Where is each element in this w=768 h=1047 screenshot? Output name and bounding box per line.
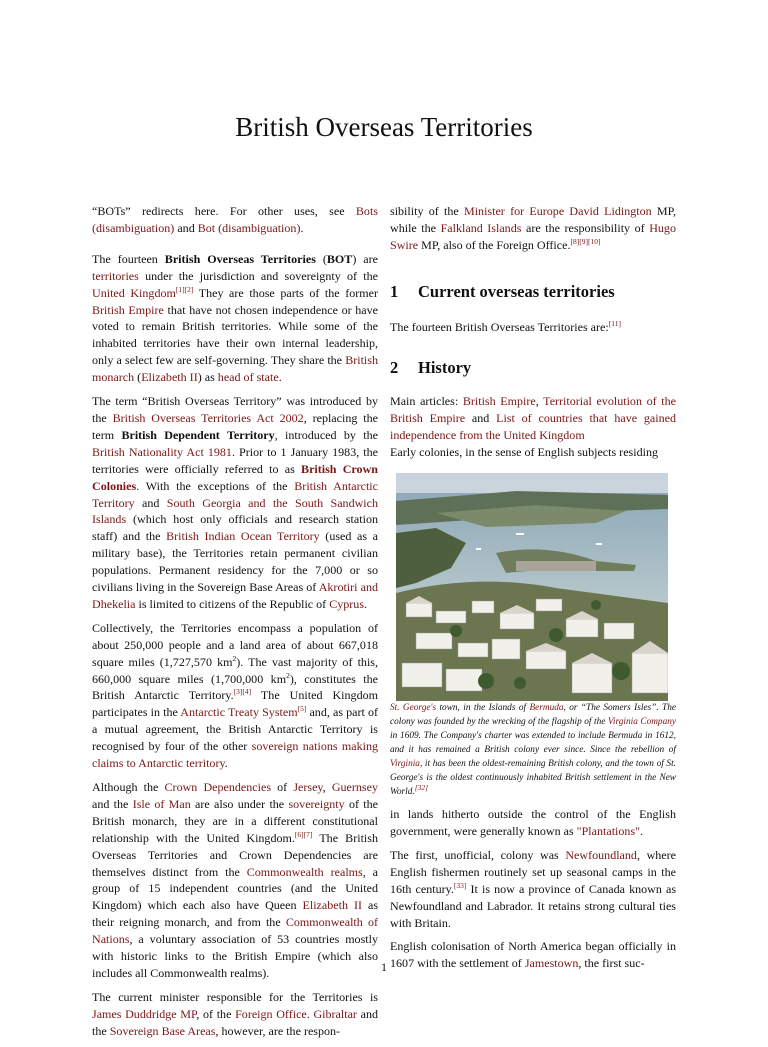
newfoundland-paragraph: The first, unofficial, colony was Newfoundland, where English fishermen routinely set up seasonal camps in the 16th century.[33] It is now a province of Canada known as Newfoundland and Labrador. It retains strong cultural ties with Britain.	[390, 847, 677, 930]
link-guernsey[interactable]: Guernsey	[331, 780, 378, 794]
minister-paragraph: The current minister responsible for the Territories is James Duddridge MP, of the Foreign Office. Gibraltar and the Sovereign Base Areas, however, are the respon-	[92, 989, 378, 1038]
link-territories[interactable]: territories	[92, 268, 139, 283]
link-antarctic-claims[interactable]: sovereign nations making claims to Antarctic territory	[92, 739, 378, 771]
citation[interactable]: [11]	[608, 318, 621, 328]
link-british-empire-main[interactable]: British Empire	[462, 394, 536, 409]
link-cyprus[interactable]: Cyprus	[329, 596, 365, 611]
right-column	[390, 203, 676, 979]
link-british-nationality-act[interactable]: British Nationality Act 1981	[92, 444, 232, 459]
link-isle-of-man[interactable]: Isle of Man	[132, 796, 191, 811]
citation[interactable]: [8][9][10]	[570, 236, 601, 246]
link-elizabeth-ii-2[interactable]: Elizabeth II	[302, 898, 362, 913]
link-hugo-swire[interactable]: Hugo Swire	[390, 220, 676, 252]
intro-paragraph: The fourteen British Overseas Territories (BOT) are territories under the jurisdiction and sovereignty of the United Kingdom[1][2] They are those parts of the former British Empire that have not chosen independence or have voted to remain British territories. While some of the inhabited territories have their own internal leadership, only a select few are self-governing. They share the British monarch (Elizabeth II) as head of state.	[92, 251, 379, 385]
section-heading-current-territories: 1 Current overseas territories	[390, 281, 615, 301]
link-british-antarctic-territory[interactable]: British Antarctic Territory	[92, 478, 378, 510]
link-british-monarch[interactable]: British monarch	[92, 353, 378, 385]
page-title: British Overseas Territories	[235, 112, 533, 142]
link-antarctic-treaty[interactable]: Antarctic Treaty System	[180, 705, 298, 720]
link-commonwealth-realms[interactable]: Commonwealth realms	[246, 864, 363, 879]
link-virginia[interactable]: Virginia	[390, 759, 420, 770]
link-biot[interactable]: British Indian Ocean Territory	[166, 529, 320, 544]
link-gibraltar[interactable]: Gibraltar	[313, 1006, 357, 1021]
link-bot-disambiguation[interactable]: Bot (disambiguation)	[197, 220, 301, 235]
link-bots-disambiguation[interactable]: Bots (disambiguation)	[92, 204, 378, 235]
harbour-image	[396, 473, 668, 701]
link-bermuda[interactable]: Bermuda	[529, 703, 564, 714]
citation[interactable]: [3][4]	[233, 687, 252, 697]
link-james-duddridge[interactable]: James Duddridge MP	[92, 1006, 197, 1021]
link-plantations[interactable]: "Plantations"	[576, 823, 641, 838]
page-number: 1	[381, 960, 387, 974]
link-akrotiri-dhekelia[interactable]: Akrotiri and Dhekelia	[92, 580, 378, 611]
citation[interactable]: [6][7]	[294, 829, 313, 839]
link-jamestown[interactable]: Jamestown	[524, 956, 579, 971]
link-sovereign-base-areas[interactable]: Sovereign Base Areas	[109, 1023, 216, 1038]
link-st-georges[interactable]: St. George's	[390, 703, 437, 714]
link-south-georgia[interactable]: South Georgia and the South Sandwich Islands	[92, 495, 379, 527]
link-elizabeth-ii[interactable]: Elizabeth II	[141, 370, 198, 385]
link-virginia-company[interactable]: Virginia Company	[607, 717, 676, 728]
link-crown-dependencies[interactable]: Crown Dependencies	[164, 780, 272, 794]
link-territorial-evolution[interactable]: Territorial evolution of the British Empire	[390, 394, 676, 426]
main-articles-note: Main articles: British Empire, Territorial evolution of the British Empire and List of countries that have gained independence from the United Kingdom	[390, 394, 676, 443]
link-foreign-office[interactable]: Foreign Office	[235, 1006, 307, 1021]
current-territories-paragraph: The fourteen British Overseas Territories are:[11]	[390, 318, 621, 334]
bermuda-photo	[396, 473, 668, 701]
jamestown-paragraph: English colonisation of North America began officially in 1607 with the settlement of Jamestown, the first suc-	[390, 939, 676, 971]
link-newfoundland[interactable]: Newfoundland	[565, 847, 637, 862]
link-jersey[interactable]: Jersey	[293, 780, 323, 794]
figure-caption: St. George's town, in the Islands of Bermuda, or “The Somers Isles”. The colony was founded by the wrecking of the flagship of the Virginia Company in 1609. The Company's charter was extended to include Bermuda in 1612, and it has remained a British colony ever since. Since the rebellion of Virginia, it has been the oldest-remaining British colony, and the town of St. George's is the oldest continuously inhabited British settlement in the New World.[32]	[390, 703, 676, 798]
link-crown-colonies[interactable]: British Crown Colonies	[92, 461, 378, 493]
link-list-of-countries[interactable]: List of countries that have gained independence from the United Kingdom	[390, 411, 676, 443]
link-sovereignty[interactable]: sovereignty	[288, 796, 345, 811]
link-minister-for-europe[interactable]: Minister for Europe David Lidington	[464, 204, 652, 218]
hatnote: “BOTs” redirects here. For other uses, see Bots (disambiguation) and Bot (disambiguation).	[92, 204, 378, 235]
citation[interactable]: [33]	[453, 880, 467, 890]
left-column	[92, 203, 378, 1047]
citation[interactable]: [1][2]	[175, 284, 194, 294]
early-colonies-line: Early colonies, in the sense of English subjects residing	[390, 445, 658, 460]
citation[interactable]: [32]	[414, 782, 429, 792]
link-commonwealth-of-nations[interactable]: Commonwealth of Nations	[92, 915, 378, 947]
link-united-kingdom[interactable]: United Kingdom	[92, 285, 176, 300]
section-heading-history: 2 History	[390, 357, 472, 377]
term-paragraph: The term “British Overseas Territory” was introduced by the British Overseas Territories Act 2002, replacing the term British Dependent Territory, introduced by the British Nationality Act 1981. Prior to 1 January 1983, the territories were officially referred to as British Crown Colonies. With the exceptions of the British Antarctic Territory and South Georgia and the South Sandwich Islands (which host only officials and research station staff) and the British Indian Ocean Territory (used as a military base), the Territories retain permanent civilian populations. Permanent residency for the 7,000 or so civilians living in the Sovereign Base Areas of Akrotiri and Dhekelia is limited to citizens of the Republic of Cyprus.	[92, 394, 379, 611]
link-head-of-state[interactable]: head of state	[217, 370, 279, 385]
population-paragraph: Collectively, the Territories encompass a population of about 250,000 people and a land area of about 667,018 square miles (1,727,570 $km^2$). The vast majority of this, 660,000 square miles (1,700,000 $km^2$), constitutes the British Antarctic Territory.[3][4] The United Kingdom participates in the Antarctic Treaty System[5] and, as part of a mutual agreement, the British Antarctic Territory is recognised by four of the other sovereign nations making claims to Antarctic territory.	[92, 620, 378, 771]
link-falkland-islands[interactable]: Falkland Islands	[440, 220, 522, 235]
minister-continuation: sibility of the Minister for Europe David Lidington MP, while the Falkland Islands are the responsibility of Hugo Swire MP, also of the Foreign Office.[8][9][10]	[390, 204, 676, 252]
link-british-empire[interactable]: British Empire	[92, 302, 164, 317]
plantations-paragraph: in lands hitherto outside the control of the English government, were generally known as "Plantations".	[390, 807, 676, 838]
link-bot-act-2002[interactable]: British Overseas Territories Act 2002	[112, 410, 304, 425]
citation[interactable]: [5]	[297, 704, 307, 714]
crown-dependencies-paragraph: Although the Crown Dependencies of Jersey, Guernsey and the Isle of Man are also under the sovereignty of the British monarch, they are in a different constitutional relationship with the United Kingdom.[6][7] The British Overseas Territories and Crown Dependencies are themselves distinct from the Commonwealth realms, a group of 15 independent countries (and the United Kingdom) which each also have Queen Elizabeth II as their reigning monarch, and from the Commonwealth of Nations, a voluntary association of 53 countries mostly with historic links to the British Empire (which also includes all Commonwealth realms).	[92, 780, 379, 980]
